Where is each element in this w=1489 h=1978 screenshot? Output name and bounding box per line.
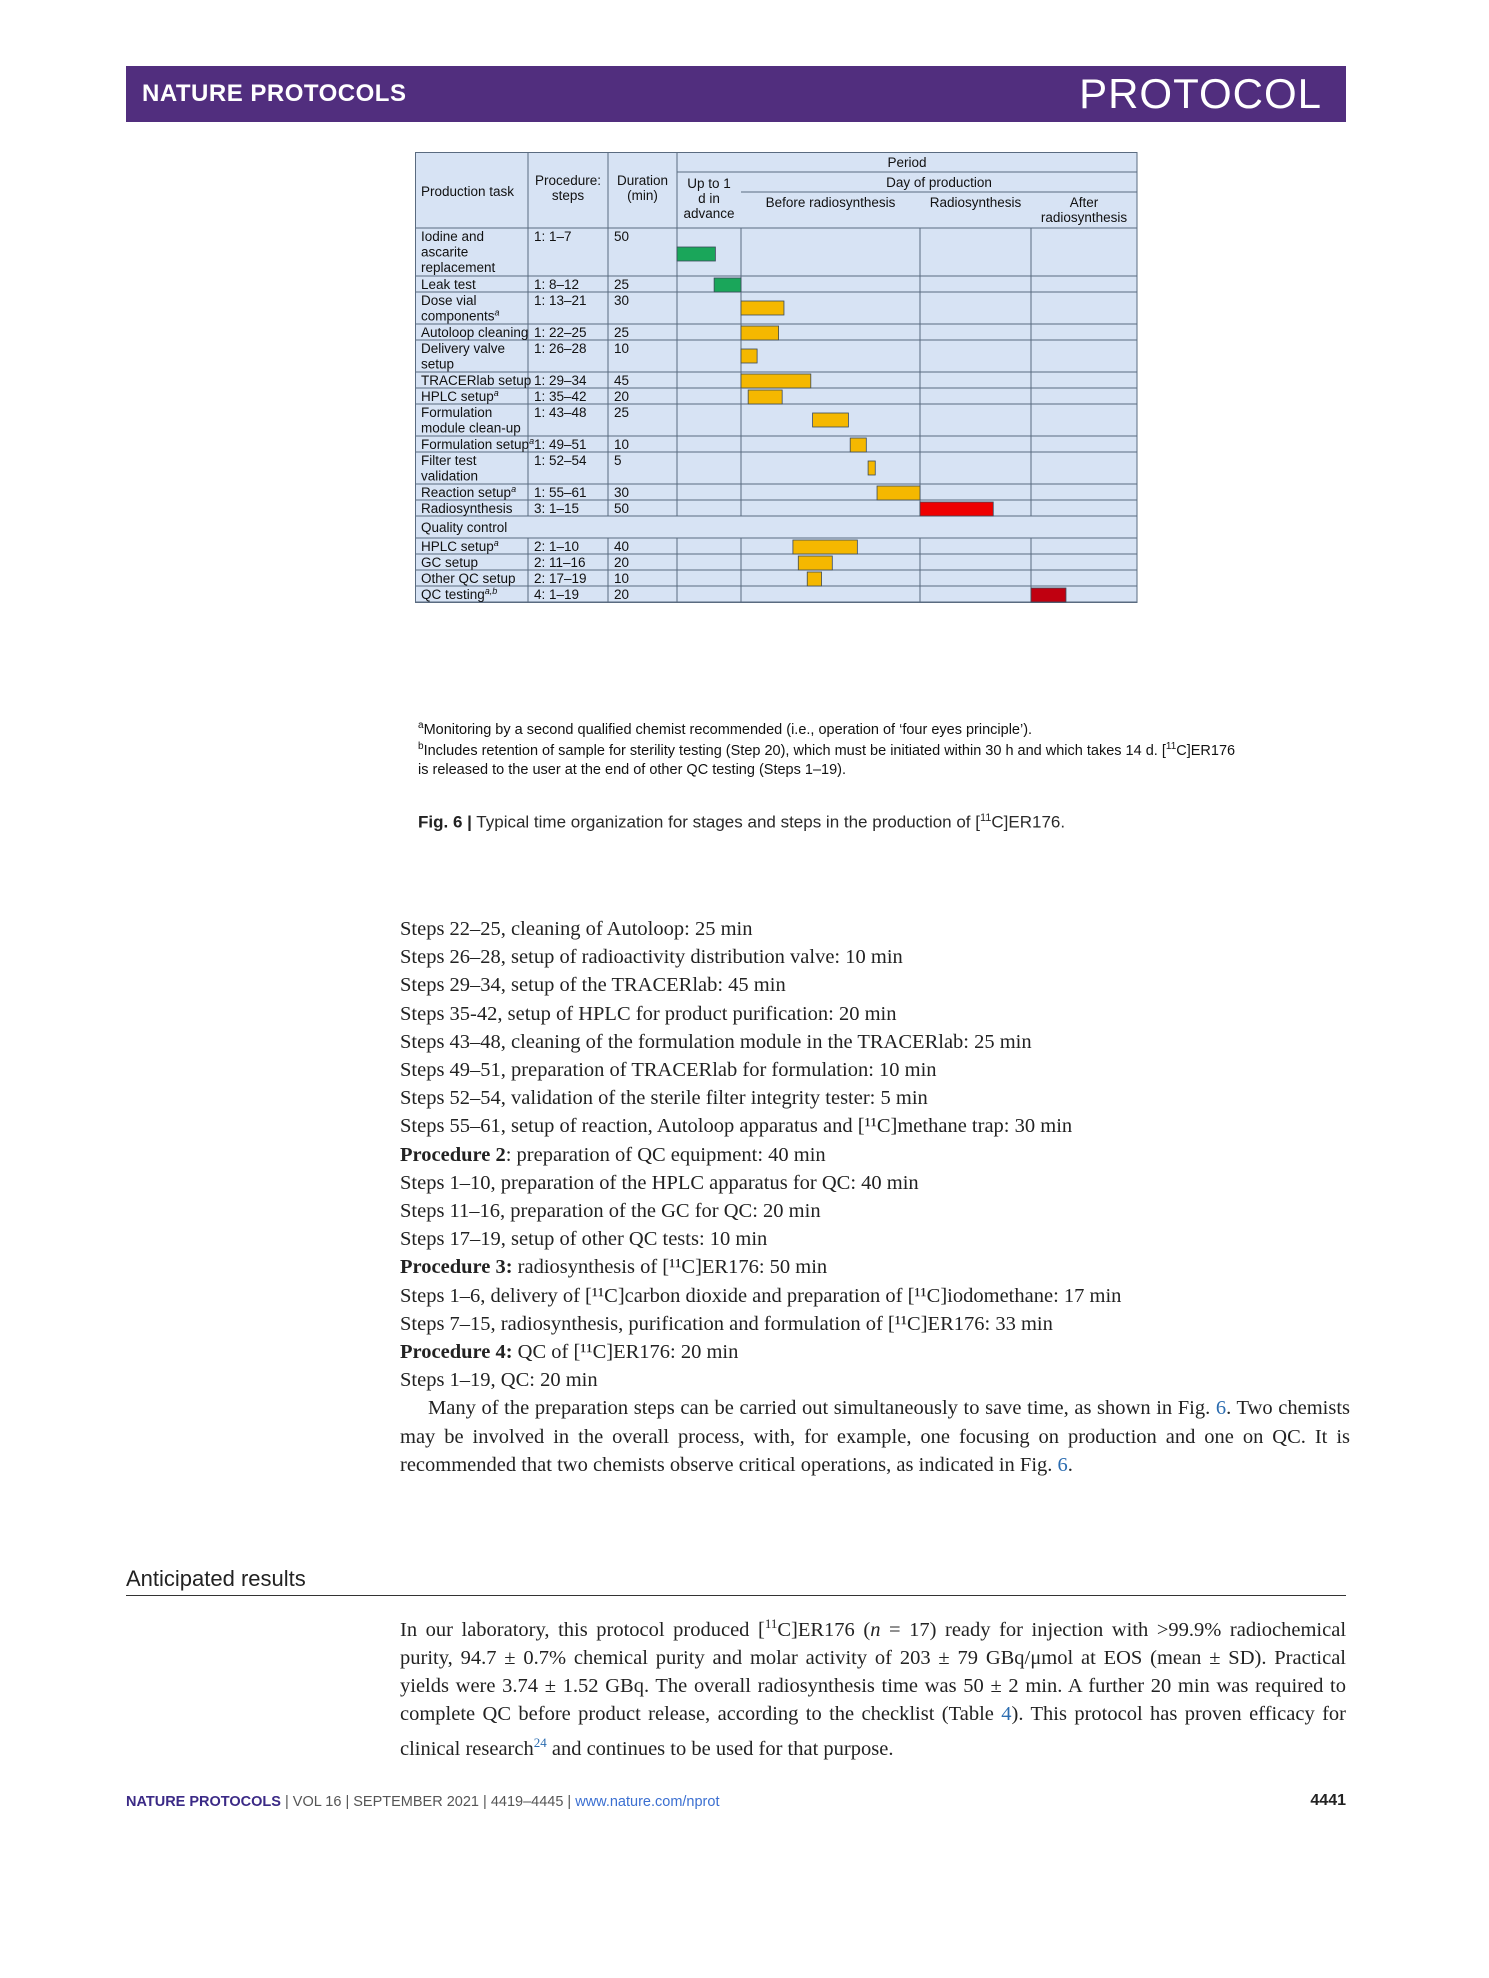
task-label: Iodine and — [421, 229, 485, 244]
step-line: Steps 1–6, delivery of [¹¹C]carbon dioxide and preparation of [¹¹C]iodomethane: 17 min — [400, 1284, 1122, 1307]
procedure-steps-cell: 1: 22–25 — [534, 325, 587, 340]
duration-cell: 50 — [614, 501, 630, 516]
task-label: validation — [421, 468, 479, 484]
duration-cell: 40 — [614, 539, 630, 554]
footnote-b-continued: is released to the user at the end of other QC testing (Steps 1–19). — [418, 762, 846, 778]
task-label: Delivery valve — [421, 341, 506, 356]
procedure-steps-cell: 1: 26–28 — [534, 341, 587, 356]
gantt-bar — [741, 374, 811, 388]
step-line: Steps 17–19, setup of other QC tests: 10 min — [400, 1228, 768, 1251]
procedure-steps-cell: 1: 49–51 — [534, 437, 587, 452]
step-line: Steps 1–19, QC: 20 min — [400, 1369, 598, 1392]
steps-list — [400, 915, 1350, 1394]
procedure-steps-cell: 1: 29–34 — [534, 373, 587, 388]
duration-cell: 10 — [614, 341, 630, 356]
step-line: Steps 26–28, setup of radioactivity distribution valve: 10 min — [400, 946, 903, 969]
gantt-chart — [415, 152, 1347, 718]
step-line: Steps 52–54, validation of the sterile filter integrity tester: 5 min — [400, 1087, 928, 1110]
footnote-a: $^a$Monitoring by a second qualified chemist recommended (i.e., operation of ‘four eyes principle’). — [418, 720, 1033, 738]
footer-journal: NATURE PROTOCOLS — [126, 1794, 281, 1810]
gantt-bar — [868, 461, 875, 475]
task-label: setup — [421, 356, 455, 372]
duration-cell: 25 — [614, 277, 630, 292]
duration-cell: 20 — [614, 555, 630, 570]
gantt-bar — [877, 486, 920, 500]
procedure-steps-cell: 4: 1–19 — [534, 587, 580, 602]
footer-pages: 4419–4445 — [490, 1794, 564, 1810]
gantt-bar — [741, 326, 779, 340]
footer-url-link[interactable]: www.nature.com/nprot — [575, 1794, 720, 1810]
procedure-steps-cell: 2: 1–10 — [534, 539, 580, 554]
header-procedure-steps: Procedure: — [534, 173, 602, 188]
gantt-bar — [813, 413, 849, 427]
body-paragraph: Many of the preparation steps can be carried out simultaneously to save time, as shown in Fig. 6. Two chemists may be involved in the overall process, with, for example, one focusing on production and one on QC. It is recommended that two chemists observe critical operations, as indicated in Fig. 6. — [400, 1397, 1351, 1476]
procedure-steps-cell: 1: 13–21 — [534, 293, 587, 308]
header-after: radiosynthesis — [1040, 210, 1128, 225]
duration-cell: 10 — [614, 437, 630, 452]
task-label: Formulation — [421, 405, 493, 420]
figure-reference-link[interactable]: 6 — [1215, 1397, 1227, 1420]
procedure-heading: Procedure 3: radiosynthesis of [¹¹C]ER176: 50 min — [400, 1256, 828, 1279]
duration-cell: 30 — [614, 293, 630, 308]
duration-cell: 5 — [614, 453, 622, 468]
header-after: After — [1069, 195, 1099, 210]
page-number: 4441 — [1310, 1792, 1346, 1809]
duration-cell: 50 — [614, 229, 630, 244]
step-line: Steps 22–25, cleaning of Autoloop: 25 min — [400, 918, 753, 940]
procedure-heading: Procedure 4: QC of [¹¹C]ER176: 20 min — [400, 1341, 739, 1364]
step-line: Steps 55–61, setup of reaction, Autoloop apparatus and [¹¹C]methane trap: 30 min — [400, 1115, 1073, 1138]
task-label: replacement — [421, 260, 496, 275]
task-label: QC testing$^{a,b}$ — [421, 586, 498, 602]
gantt-bar — [807, 572, 821, 586]
header-procedure-steps: steps — [551, 188, 585, 203]
task-label: HPLC setup$^a$ — [421, 538, 499, 554]
section-title: Anticipated results — [126, 1566, 306, 1591]
journal-header-bar — [126, 66, 1346, 122]
journal-name: NATURE PROTOCOLS — [142, 80, 407, 107]
gantt-figure — [415, 152, 1347, 718]
gantt-bar — [714, 278, 741, 292]
task-label: GC setup — [421, 555, 479, 570]
procedure-steps-cell: 1: 1–7 — [534, 229, 572, 244]
gantt-bar — [798, 556, 832, 570]
task-label: Leak test — [421, 277, 476, 292]
header-period: Period — [887, 155, 927, 170]
duration-cell: 20 — [614, 587, 630, 602]
duration-cell: 25 — [614, 325, 630, 340]
step-line: Steps 11–16, preparation of the GC for QC: 20 min — [400, 1200, 821, 1223]
step-line: Steps 29–34, setup of the TRACERlab: 45 min — [400, 974, 786, 997]
procedure-steps-cell: 1: 55–61 — [534, 485, 587, 500]
task-label: components$^a$ — [421, 307, 500, 324]
step-line: Steps 49–51, preparation of TRACERlab for formulation: 10 min — [400, 1059, 937, 1082]
procedure-steps-cell: 2: 17–19 — [534, 571, 587, 586]
gantt-bar — [677, 247, 715, 261]
procedure-steps-cell: 2: 11–16 — [534, 555, 586, 570]
article-type: PROTOCOL — [1079, 70, 1322, 117]
citation-link[interactable]: 24 — [533, 1734, 547, 1750]
duration-cell: 25 — [614, 405, 630, 420]
procedure-steps-cell: 1: 8–12 — [534, 277, 580, 292]
header-advance: Up to 1 — [687, 176, 731, 191]
page-footer: NATURE PROTOCOLS | VOL 16 | SEPTEMBER 2021 | 4419–4445 | www.nature.com/nprot — [126, 1794, 720, 1810]
procedure-steps-cell: 1: 43–48 — [534, 405, 587, 420]
task-label: Autoloop cleaning — [421, 325, 529, 340]
figure-reference-link[interactable]: 6 — [1057, 1453, 1068, 1476]
duration-cell: 45 — [614, 373, 630, 388]
task-label: Formulation setup$^a$ — [421, 436, 535, 452]
gantt-bar — [793, 540, 857, 554]
section-label: Quality control — [421, 520, 508, 535]
header-duration: (min) — [627, 188, 658, 203]
gantt-bar — [920, 502, 993, 516]
duration-cell: 10 — [614, 571, 630, 586]
section-divider — [126, 1595, 1346, 1596]
step-line: Steps 7–15, radiosynthesis, purification and formulation of [¹¹C]ER176: 33 min — [400, 1312, 1053, 1335]
header-day-of-production: Day of production — [886, 175, 992, 190]
header-radiosynthesis: Radiosynthesis — [929, 195, 1022, 210]
task-label: module clean-up — [421, 420, 521, 436]
task-label: HPLC setup$^a$ — [421, 388, 499, 404]
gantt-bar — [850, 438, 866, 452]
procedure-heading: Procedure 2: preparation of QC equipment: 40 min — [400, 1143, 826, 1166]
procedure-steps — [400, 915, 1350, 1479]
task-label: Radiosynthesis — [421, 501, 513, 516]
footer-volume: VOL 16 — [292, 1794, 342, 1810]
task-label: Reaction setup$^a$ — [421, 484, 517, 500]
table-reference-link[interactable]: 4 — [1001, 1703, 1012, 1726]
header-before: Before radiosynthesis — [765, 195, 896, 210]
footnote-b: $^b$Includes retention of sample for sterility testing (Step 20), which must be initiated within 30 h and which takes 14 d. [$^{11}$C]ER176 — [418, 741, 1236, 759]
gantt-bar — [1031, 588, 1066, 602]
figure-caption: Fig. 6 | Typical time organization for stages and steps in the production of [$^{11}$C]ER176. — [418, 812, 1066, 832]
procedure-steps-cell: 1: 52–54 — [534, 453, 587, 468]
task-label: ascarite — [421, 244, 469, 260]
gantt-bar — [748, 390, 782, 404]
duration-cell: 30 — [614, 485, 630, 500]
procedure-steps-cell: 3: 1–15 — [534, 501, 580, 516]
duration-cell: 20 — [614, 389, 630, 404]
header-advance: d in — [698, 191, 720, 206]
task-label: TRACERlab setup — [421, 373, 532, 388]
task-label: Filter test — [421, 453, 477, 468]
gantt-bar — [741, 301, 784, 315]
header-advance: advance — [683, 206, 735, 221]
step-line: Steps 35-42, setup of HPLC for product purification: 20 min — [400, 1002, 897, 1025]
results-paragraph: In our laboratory, this protocol produced [$^{11}$C]ER176 (n = 17) ready for injection with >99.9% radiochemical purity, 94.7 ± 0.7% chemical purity and molar activity of 203 ± 79 GBq/μmol at EOS (mean ± SD). Practical yields were 3.74 ± 1.52 GBq. The overall radiosynthesis time was 50 ± 2 min. A further 20 min was required to complete QC before product release, according to the checklist (Table 4). This protocol has proven efficacy for clinical research$^{24}$ and continues to be used for that purpose. — [400, 1616, 1347, 1760]
procedure-steps-cell: 1: 35–42 — [534, 389, 587, 404]
task-label: Dose vial — [421, 293, 477, 308]
step-line: Steps 1–10, preparation of the HPLC apparatus for QC: 40 min — [400, 1171, 919, 1194]
gantt-bar — [741, 349, 757, 363]
footer-date: SEPTEMBER 2021 — [353, 1794, 479, 1810]
header-duration: Duration — [616, 173, 669, 188]
header-production-task: Production task — [421, 184, 515, 199]
task-label: Other QC setup — [421, 571, 516, 586]
section-row-fill — [527, 517, 1136, 538]
step-line: Steps 43–48, cleaning of the formulation module in the TRACERlab: 25 min — [400, 1030, 1032, 1053]
